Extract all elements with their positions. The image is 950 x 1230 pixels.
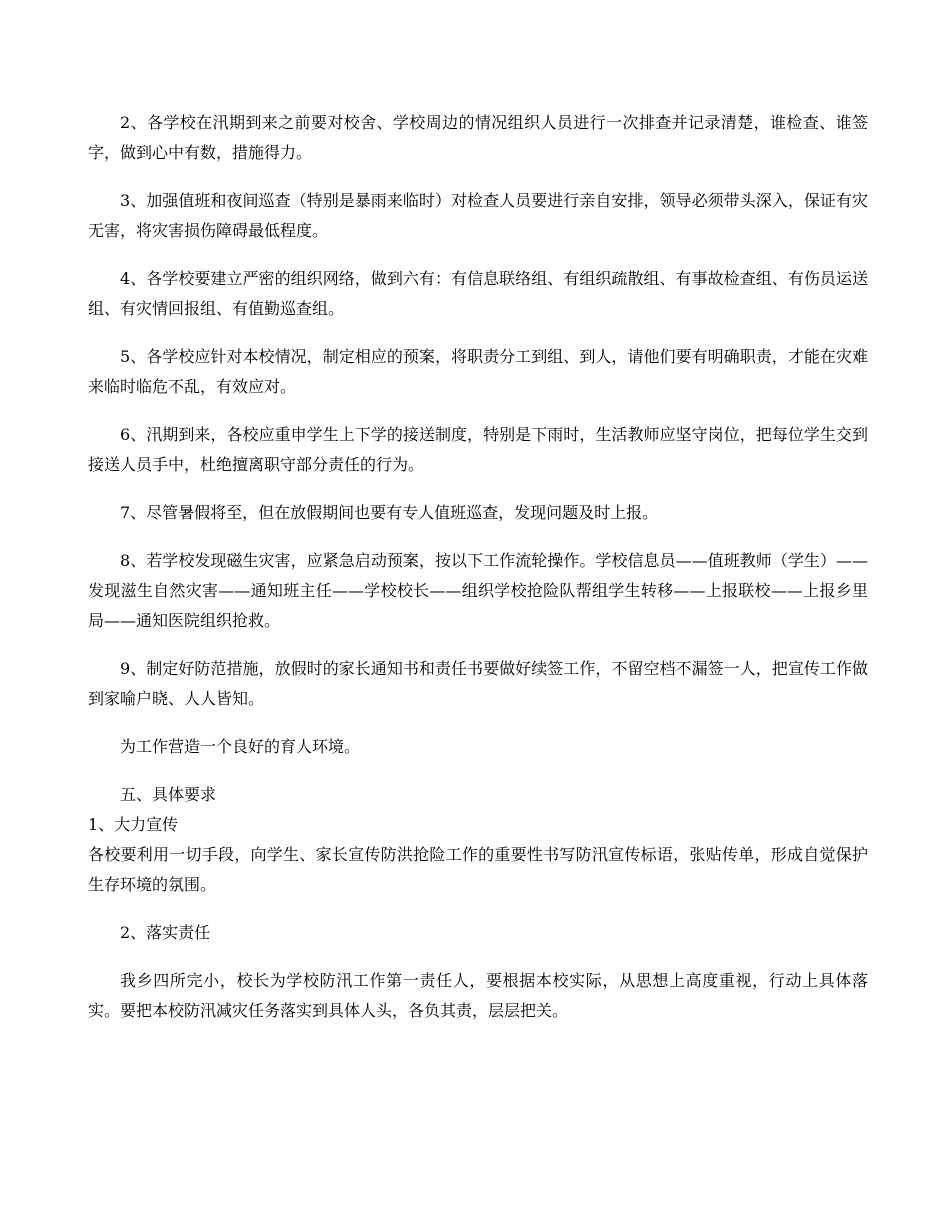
paragraph-item-3: 3、加强值班和夜间巡查（特别是暴雨来临时）对检查人员要进行亲自安排，领导必须带头深入，保证有灾无害，将灾害损伤障碍最低程度。: [88, 191, 868, 240]
paragraph-item-6: 6、汛期到来，各校应重申学生上下学的接送制度，特别是下雨时，生活教师应坚守岗位，把每位学生交到接送人员手中，杜绝擅离职守部分责任的行为。: [88, 425, 868, 474]
document-body: [88, 108, 868, 1044]
paragraph-item-4: 4、各学校要建立严密的组织网络，做到六有：有信息联络组、有组织疏散组、有事故检查组、有伤员运送组、有灾情回报组、有值勤巡查组。: [88, 269, 868, 318]
paragraph-item-8: 8、若学校发现磁生灾害，应紧急启动预案，按以下工作流轮操作。学校信息员——值班教师（学生）——发现滋生自然灾害——通知班主任——学校校长——组织学校抢险队帮组学生转移——上报联校——上报乡里局——通知医院组织抢救。: [88, 551, 868, 630]
paragraph-environment: 为工作营造一个良好的育人环境。: [120, 737, 361, 756]
section-heading-requirements: 五、具体要求: [120, 785, 217, 804]
paragraph-item-2: 2、各学校在汛期到来之前要对校舍、学校周边的情况组织人员进行一次排查并记录清楚，谁检查、谁签字，做到心中有数，措施得力。: [88, 113, 868, 162]
paragraph-item-5: 5、各学校应针对本校情况，制定相应的预案，将职责分工到组、到人，请他们要有明确职责，才能在灾难来临时临危不乱，有效应对。: [88, 347, 868, 396]
requirement-1-body: 各校要利用一切手段，向学生、家长宣传防洪抢险工作的重要性书写防汛宣传标语，张贴传单，形成自觉保护生存环境的氛围。: [88, 845, 868, 894]
paragraph-item-7: 7、尽管暑假将至，但在放假期间也要有专人值班巡查，发现问题及时上报。: [120, 503, 659, 522]
requirement-2-title: 2、落实责任: [120, 923, 211, 942]
requirement-2-body: 我乡四所完小，校长为学校防汛工作第一责任人，要根据本校实际，从思想上高度重视，行动上具体落实。要把本校防汛减灾任务落实到具体人头，各负其责，层层把关。: [88, 971, 868, 1020]
requirement-1-title: 1、大力宣传: [88, 815, 179, 834]
paragraph-item-9: 9、制定好防范措施，放假时的家长通知书和责任书要做好续签工作，不留空档不漏签一人，把宣传工作做到家喻户晓、人人皆知。: [88, 659, 868, 708]
